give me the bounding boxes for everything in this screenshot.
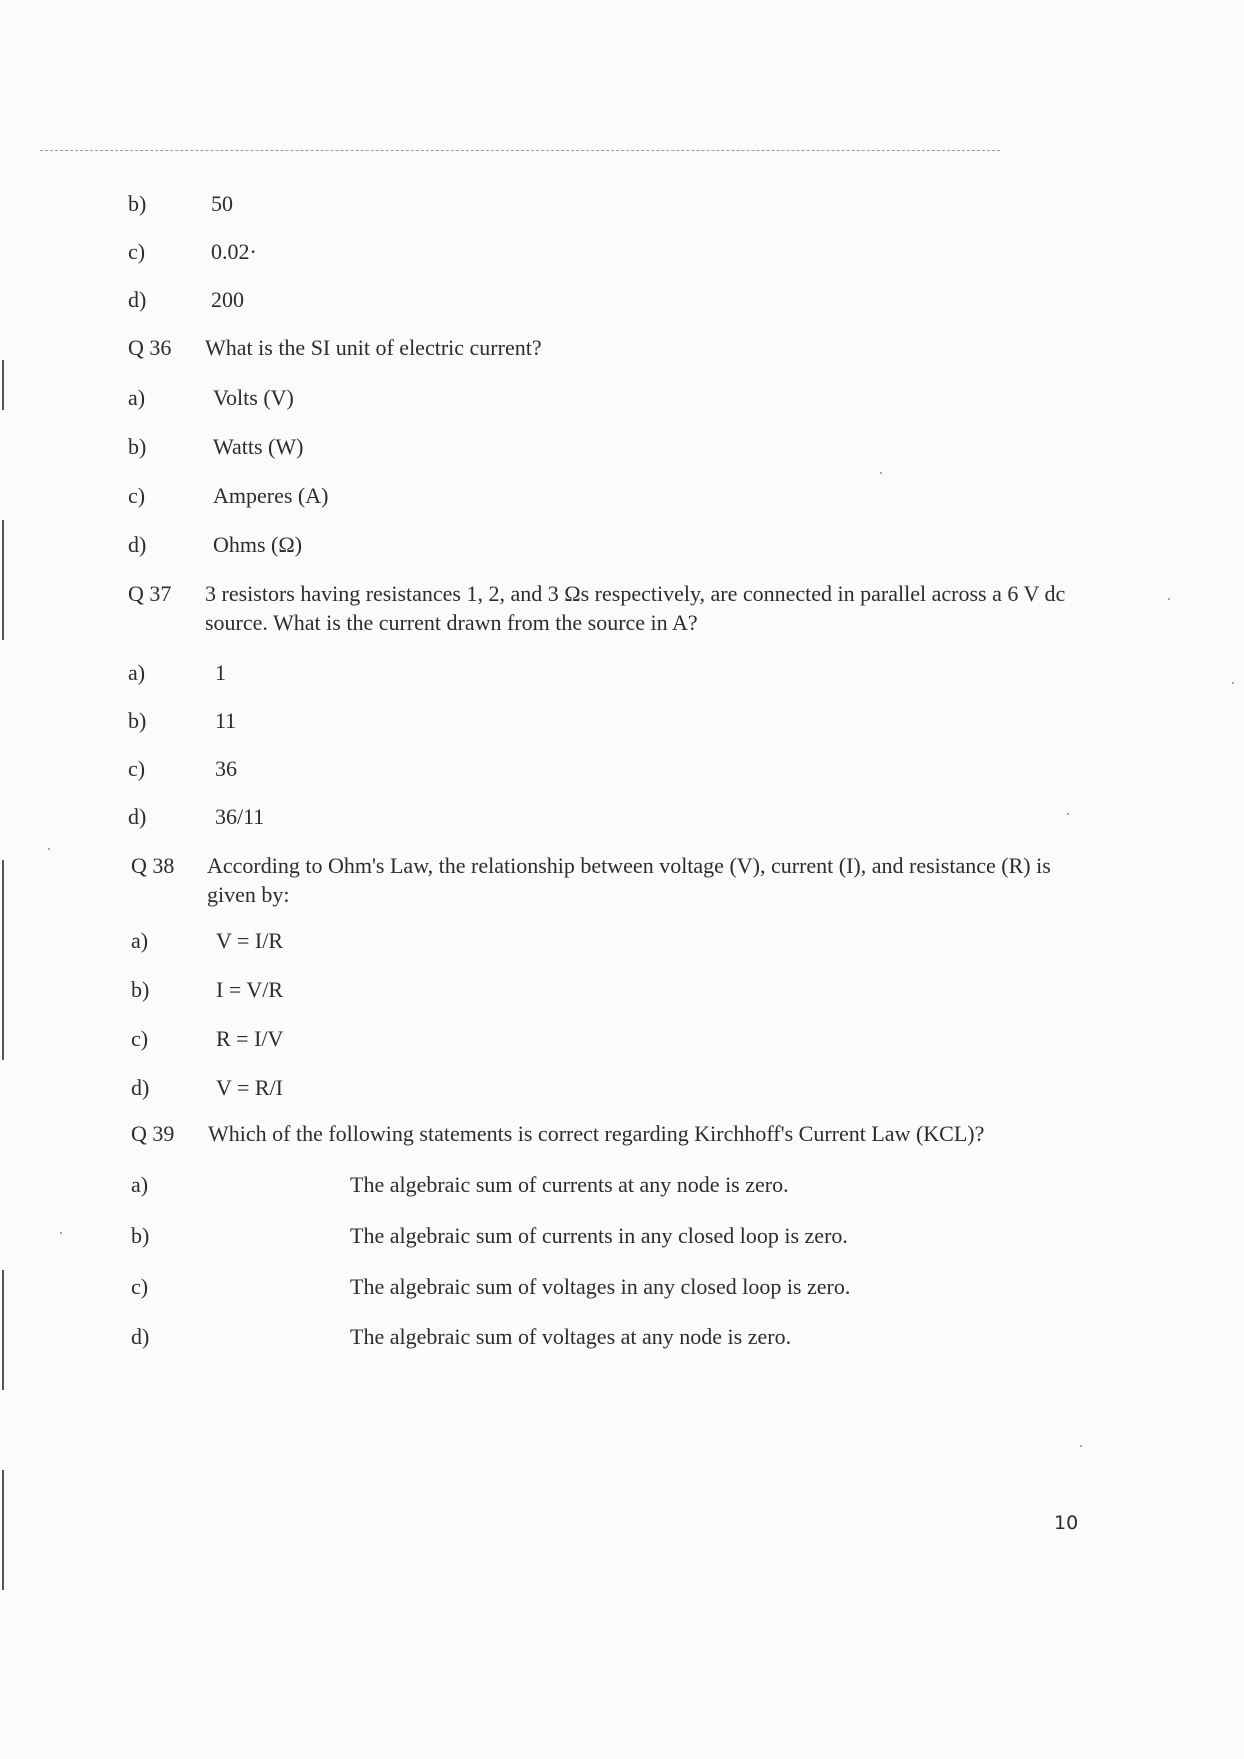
speck (1232, 682, 1234, 684)
option-label: b) (128, 434, 147, 459)
option-label: c) (131, 1026, 149, 1051)
option-text: R = I/V (216, 1026, 284, 1051)
option-label: b) (131, 977, 150, 1002)
option-text: 11 (215, 708, 237, 733)
option-label: d) (128, 287, 147, 312)
option-label: d) (128, 532, 147, 557)
option-text: V = I/R (216, 928, 284, 953)
page-number: 10 (1054, 1512, 1079, 1534)
question-number: Q 36 (128, 335, 172, 360)
option-label: c) (128, 483, 146, 508)
question-text: According to Ohm's Law, the relationship between voltage (V), current (I), and resistance (R) is given by: (207, 853, 1051, 907)
speck (1080, 1445, 1082, 1447)
option-text: Amperes (A) (213, 483, 329, 508)
option-text: The algebraic sum of currents in any closed loop is zero. (350, 1223, 848, 1248)
option-text: 200 (211, 287, 244, 312)
speck (60, 1232, 62, 1234)
option-text: 0.02· (211, 239, 257, 264)
option-label: b) (128, 708, 147, 733)
question-text: Which of the following statements is correct regarding Kirchhoff's Current Law (KCL)? (208, 1121, 985, 1146)
scan-edge-mark (2, 1270, 4, 1390)
speck (1168, 598, 1170, 600)
speck (880, 472, 882, 474)
option-text: I = V/R (216, 977, 284, 1002)
question-number: Q 38 (131, 853, 175, 878)
option-text: V = R/I (216, 1075, 284, 1100)
option-label: b) (131, 1223, 150, 1248)
question-number: Q 37 (128, 581, 172, 606)
question-text: What is the SI unit of electric current? (205, 335, 542, 360)
speck (1067, 813, 1069, 815)
speck (48, 848, 50, 850)
option-label: a) (131, 928, 149, 953)
option-text: The algebraic sum of voltages in any closed loop is zero. (350, 1274, 851, 1299)
option-text: 1 (215, 660, 226, 685)
scan-edge-mark (2, 520, 4, 640)
option-text: 36/11 (215, 804, 265, 829)
option-label: c) (128, 239, 146, 264)
option-text: Watts (W) (213, 434, 304, 459)
option-label: b) (128, 191, 147, 216)
question-number: Q 39 (131, 1121, 175, 1146)
option-text: The algebraic sum of currents at any node is zero. (350, 1172, 789, 1197)
option-label: a) (128, 385, 146, 410)
scan-edge-mark (2, 1470, 4, 1590)
option-text: 36 (215, 756, 237, 781)
top-divider-line (40, 150, 1000, 151)
option-label: a) (128, 660, 146, 685)
option-label: a) (131, 1172, 149, 1197)
scan-left-edge (0, 0, 6, 1759)
option-label: d) (131, 1075, 150, 1100)
option-text: 50 (211, 191, 233, 216)
option-label: d) (131, 1324, 150, 1349)
scan-edge-mark (2, 360, 4, 410)
option-label: d) (128, 804, 147, 829)
question-text: 3 resistors having resistances 1, 2, and 3 Ωs respectively, are connected in parallel across a 6 V dc source. What is the current drawn from the source in A? (205, 581, 1066, 635)
scan-edge-mark (2, 860, 4, 1060)
option-label: c) (128, 756, 146, 781)
option-text: Ohms (Ω) (213, 532, 303, 557)
option-text: The algebraic sum of voltages at any node is zero. (350, 1324, 792, 1349)
option-text: Volts (V) (213, 385, 294, 410)
option-label: c) (131, 1274, 149, 1299)
